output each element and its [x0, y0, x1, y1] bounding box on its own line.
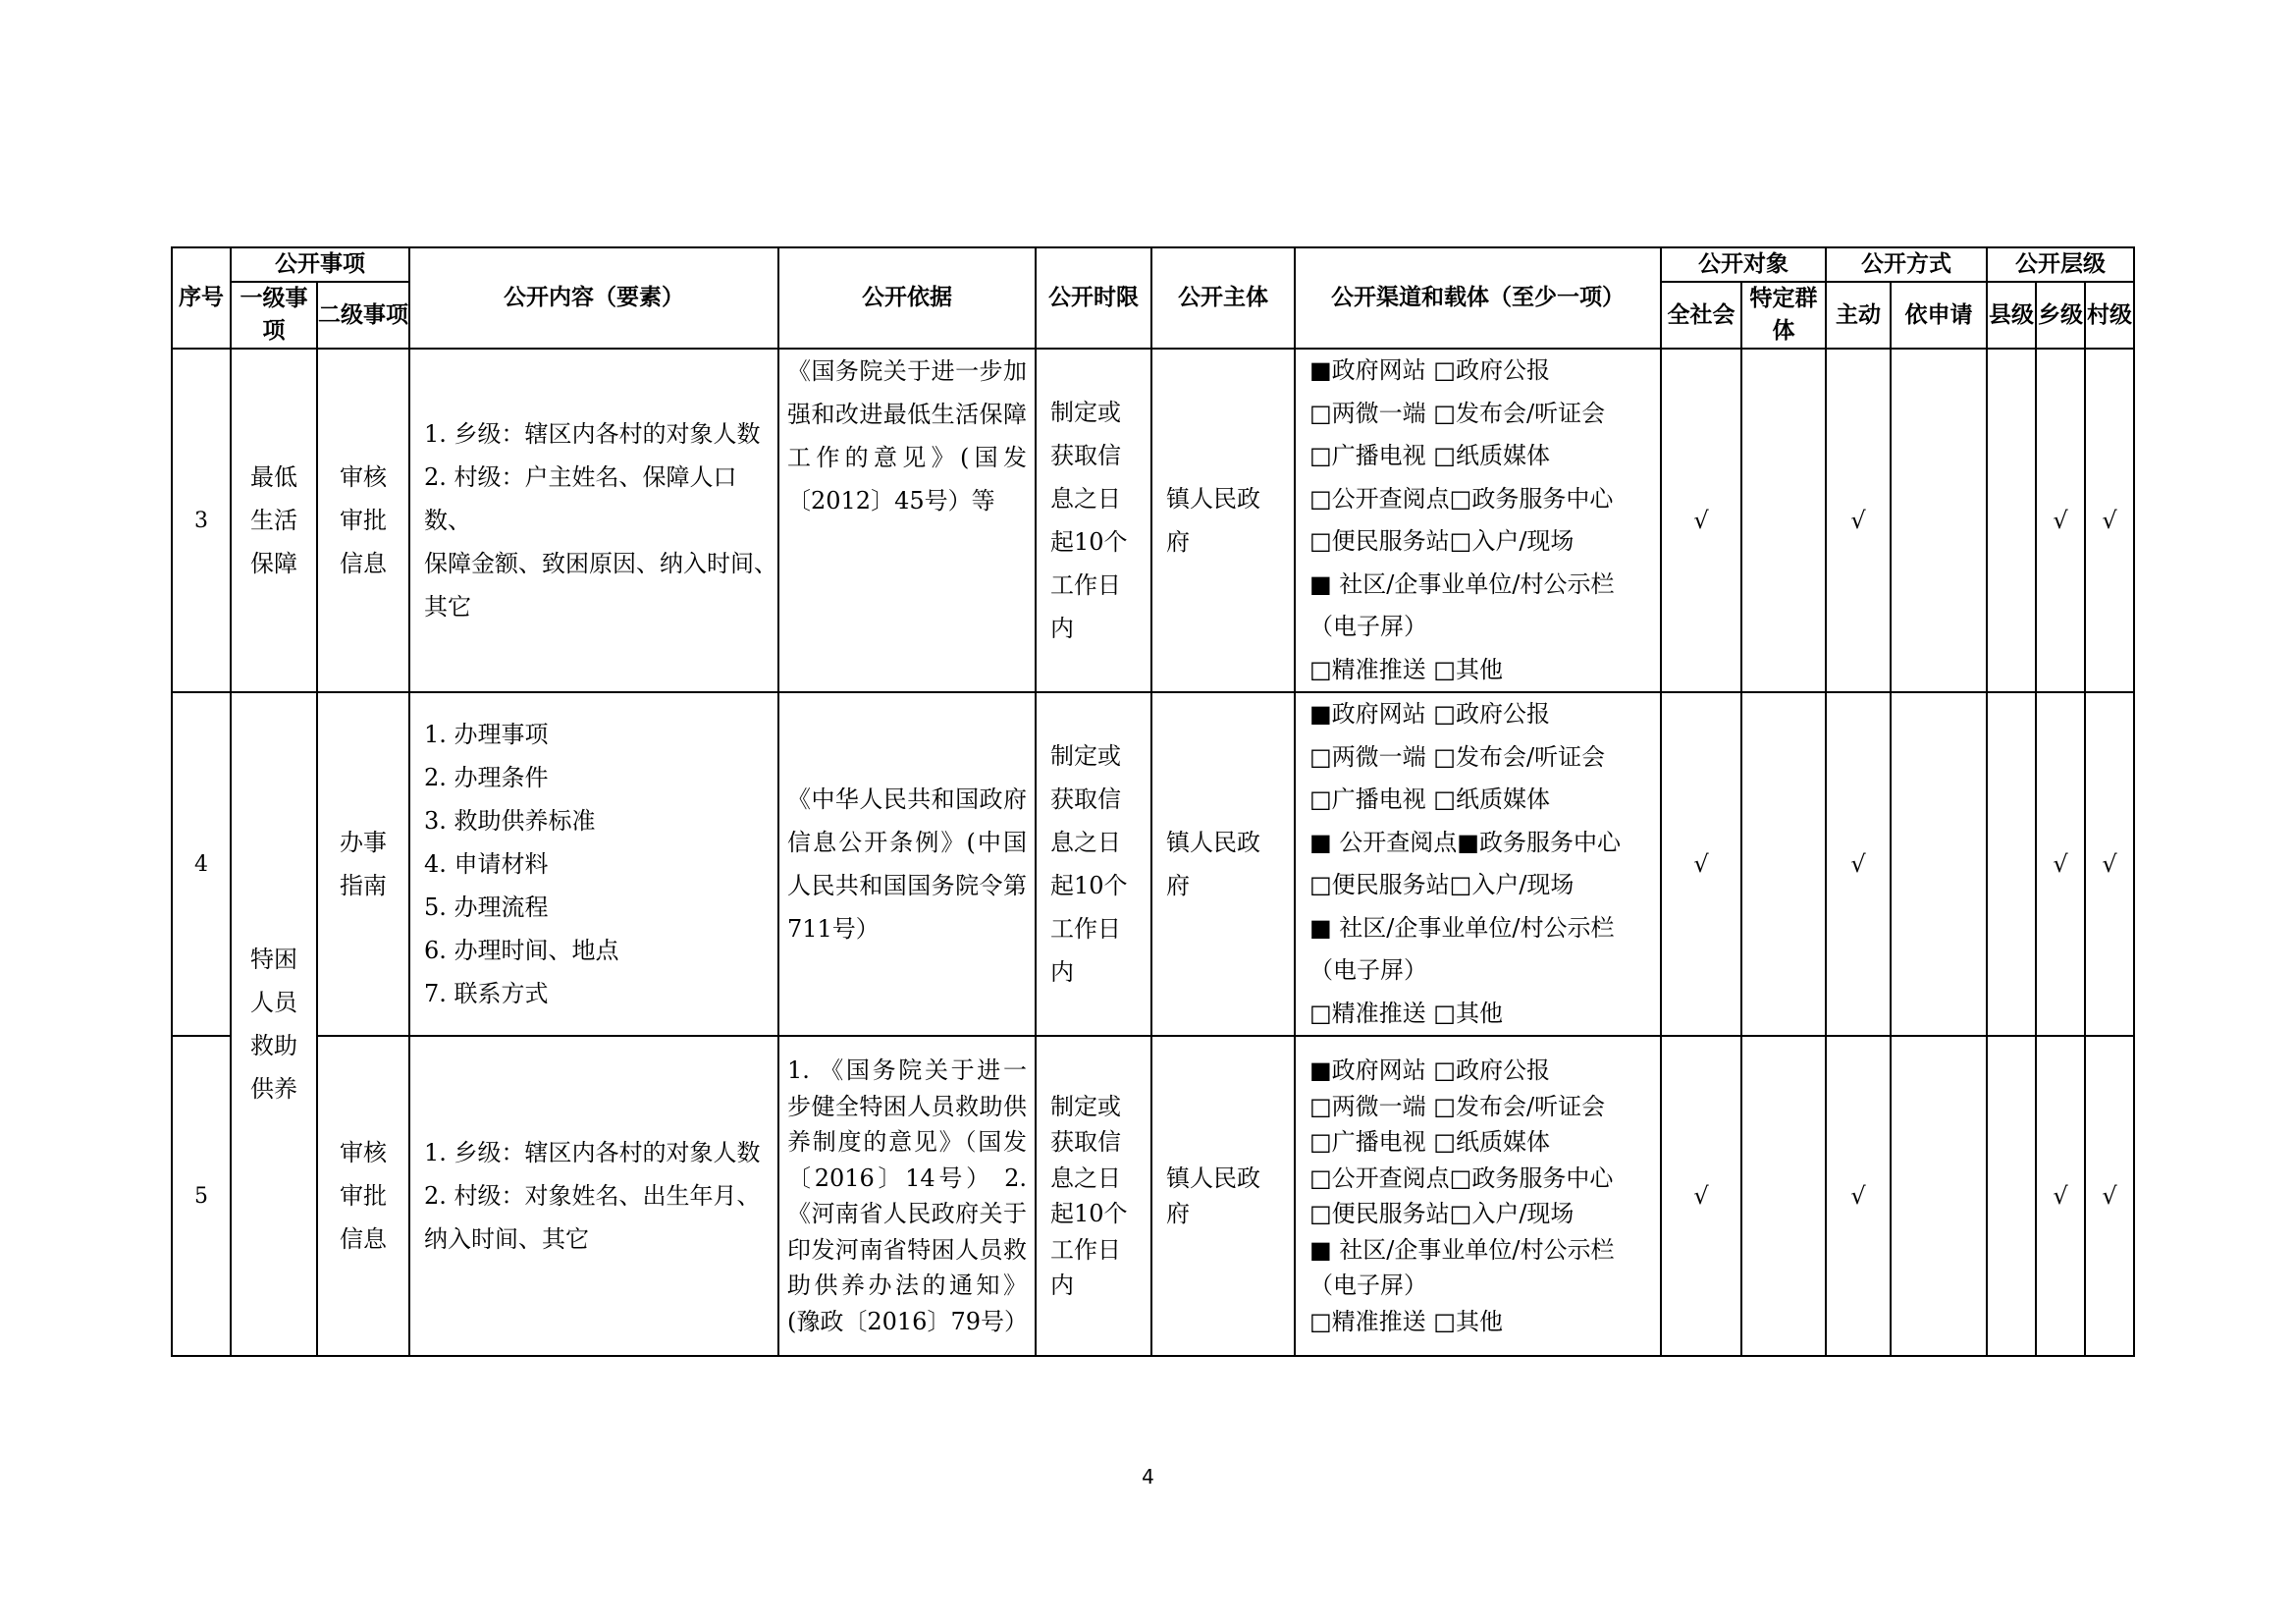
row-channels — [1295, 692, 1661, 1036]
row-level2 — [317, 692, 409, 1036]
channel-line: ■政府网站 □政府公报 — [1309, 356, 1550, 384]
tick-lv-town: √ — [2036, 1036, 2085, 1356]
row-content — [409, 349, 778, 692]
tick-m-active: √ — [1826, 692, 1891, 1036]
table-row — [172, 692, 2134, 1036]
tick-lv-village: √ — [2085, 349, 2134, 692]
tick-aud-group — [1741, 349, 1826, 692]
header-m-apply: 依申请 — [1891, 282, 1987, 349]
row-content — [409, 1036, 778, 1356]
tick-aud-all: √ — [1661, 1036, 1741, 1356]
channel-line: □便民服务站□入户/现场 — [1309, 871, 1575, 898]
channel-line: □两微一端 □发布会/听证会 — [1309, 1092, 1606, 1120]
content-line: 6. 办理时间、地点 — [424, 937, 619, 964]
content-line: 3. 救助供养标准 — [424, 807, 596, 835]
content-line: 4. 申请材料 — [424, 850, 549, 878]
row-subject: 镇人民政府 — [1151, 692, 1295, 1036]
channel-line: □广播电视 □纸质媒体 — [1309, 442, 1550, 469]
row-channels — [1295, 349, 1661, 692]
content-line: 1. 乡级：辖区内各村的对象人数 — [424, 1139, 761, 1166]
channel-line: □公开查阅点□政务服务中心 — [1309, 484, 1614, 513]
table-row — [172, 349, 2134, 692]
row-seq: 4 — [172, 692, 231, 1036]
header-time: 公开时限 — [1036, 247, 1151, 349]
row-basis: 《国务院关于进一步加强和改进最低生活保障工作的意见》(国发〔2012〕45号）等 — [778, 349, 1036, 692]
channel-line: （电子屏） — [1309, 1272, 1427, 1299]
header-seq: 序号 — [172, 247, 231, 349]
tick-m-active: √ — [1826, 1036, 1891, 1356]
channel-line: □便民服务站□入户/现场 — [1309, 527, 1575, 555]
header-level1: 一级事项 — [231, 282, 317, 349]
tick-lv-village: √ — [2085, 692, 2134, 1036]
tick-lv-county — [1987, 349, 2036, 692]
row-level2-line: 信息 — [340, 1225, 387, 1253]
tick-aud-group — [1741, 1036, 1826, 1356]
row-subject: 镇人民政府 — [1151, 1036, 1295, 1356]
row-time: 制定或获取信息之日起10个工作日内 — [1036, 1036, 1151, 1356]
table-row — [172, 1036, 2134, 1356]
content-line: 1. 办理事项 — [424, 721, 549, 748]
row-level1 — [231, 692, 317, 1356]
header-lv-county: 县级 — [1987, 282, 2036, 349]
header-subject: 公开主体 — [1151, 247, 1295, 349]
channel-line: （电子屏） — [1309, 956, 1427, 984]
row-level2 — [317, 349, 409, 692]
content-line: 5. 办理流程 — [424, 893, 549, 921]
content-line: 2. 村级：对象姓名、出生年月、 — [424, 1182, 761, 1210]
row-level1-line: 救助 — [250, 1032, 297, 1059]
tick-m-apply — [1891, 1036, 1987, 1356]
row-subject: 镇人民政府 — [1151, 349, 1295, 692]
header-level: 公开层级 — [1987, 247, 2134, 282]
row-time: 制定或获取信息之日起10个工作日内 — [1036, 692, 1151, 1036]
header-audience: 公开对象 — [1661, 247, 1826, 282]
row-level2-line: 审批 — [340, 507, 387, 534]
channel-line: □精准推送 □其他 — [1309, 1307, 1503, 1335]
channel-line: ■ 社区/企事业单位/村公示栏 — [1309, 569, 1615, 598]
tick-aud-all: √ — [1661, 692, 1741, 1036]
tick-lv-town: √ — [2036, 692, 2085, 1036]
channel-line: ■ 社区/企事业单位/村公示栏 — [1309, 1235, 1615, 1264]
channel-line: ■政府网站 □政府公报 — [1309, 1056, 1550, 1084]
row-channels — [1295, 1036, 1661, 1356]
tick-lv-town: √ — [2036, 349, 2085, 692]
content-line: 1. 乡级：辖区内各村的对象人数 — [424, 420, 761, 448]
row-seq: 3 — [172, 349, 231, 692]
content-line: 7. 联系方式 — [424, 980, 549, 1007]
channel-line: □精准推送 □其他 — [1309, 655, 1503, 683]
tick-m-apply — [1891, 692, 1987, 1036]
row-level2-line: 信息 — [340, 550, 387, 577]
content-line: 其它 — [424, 593, 471, 621]
row-content — [409, 692, 778, 1036]
row-level1-line: 保障 — [250, 550, 297, 577]
content-line: 2. 村级：户主姓名、保障人口数、 — [424, 463, 737, 534]
header-method: 公开方式 — [1826, 247, 1987, 282]
row-seq: 5 — [172, 1036, 231, 1356]
content-line: 保障金额、致困原因、纳入时间、 — [424, 550, 777, 577]
channel-line: □两微一端 □发布会/听证会 — [1309, 399, 1606, 427]
header-aud-group: 特定群体 — [1741, 282, 1826, 349]
tick-m-apply — [1891, 349, 1987, 692]
header-channel: 公开渠道和载体（至少一项） — [1295, 247, 1661, 349]
tick-aud-group — [1741, 692, 1826, 1036]
header-m-active: 主动 — [1826, 282, 1891, 349]
row-basis: 1. 《国务院关于进一步健全特困人员救助供养制度的意见》（国发〔2016〕14号） 2. 《河南省人民政府关于印发河南省特困人员救助供养办法的通知》(豫政〔2016〕79号） — [778, 1036, 1036, 1356]
row-level1-line: 最低 — [250, 463, 297, 491]
channel-line: □精准推送 □其他 — [1309, 999, 1503, 1027]
row-basis: 《中华人民共和国政府信息公开条例》(中国人民共和国国务院令第711号） — [778, 692, 1036, 1036]
channel-line: ■政府网站 □政府公报 — [1309, 700, 1550, 728]
channel-line: □广播电视 □纸质媒体 — [1309, 1128, 1550, 1156]
channel-line: □便民服务站□入户/现场 — [1309, 1200, 1575, 1227]
row-level1-line: 生活 — [250, 507, 297, 534]
channel-line: □公开查阅点□政务服务中心 — [1309, 1164, 1614, 1192]
row-level2 — [317, 1036, 409, 1356]
row-level1-line: 人员 — [250, 989, 297, 1016]
header-content: 公开内容（要素） — [409, 247, 778, 349]
row-level2-line: 办事 — [340, 829, 387, 856]
row-time: 制定或获取信息之日起10个工作日内 — [1036, 349, 1151, 692]
channel-line: ■ 公开查阅点■政务服务中心 — [1309, 828, 1621, 856]
header-aud-all: 全社会 — [1661, 282, 1741, 349]
header-basis: 公开依据 — [778, 247, 1036, 349]
row-level1 — [231, 349, 317, 692]
row-level2-line: 审核 — [340, 463, 387, 491]
content-line: 纳入时间、其它 — [424, 1225, 589, 1253]
header-lv-town: 乡级 — [2036, 282, 2085, 349]
row-level2-line: 指南 — [340, 872, 387, 899]
channel-line: （电子屏） — [1309, 613, 1427, 640]
page-number: 4 — [1142, 1465, 1154, 1489]
tick-aud-all: √ — [1661, 349, 1741, 692]
row-level2-line: 审批 — [340, 1182, 387, 1210]
tick-m-active: √ — [1826, 349, 1891, 692]
header-items: 公开事项 — [231, 247, 409, 282]
channel-line: □广播电视 □纸质媒体 — [1309, 785, 1550, 813]
row-level2-line: 审核 — [340, 1139, 387, 1166]
tick-lv-village: √ — [2085, 1036, 2134, 1356]
tick-lv-county — [1987, 692, 2036, 1036]
content-line: 2. 办理条件 — [424, 764, 549, 791]
disclosure-table — [171, 246, 2135, 1357]
row-level1-line: 特困 — [250, 946, 297, 973]
channel-line: □两微一端 □发布会/听证会 — [1309, 742, 1606, 771]
channel-line: ■ 社区/企事业单位/村公示栏 — [1309, 913, 1615, 942]
row-level1-line: 供养 — [250, 1075, 297, 1103]
header-lv-village: 村级 — [2085, 282, 2134, 349]
header-row-1 — [172, 247, 2134, 282]
header-level2: 二级事项 — [317, 282, 409, 349]
tick-lv-county — [1987, 1036, 2036, 1356]
